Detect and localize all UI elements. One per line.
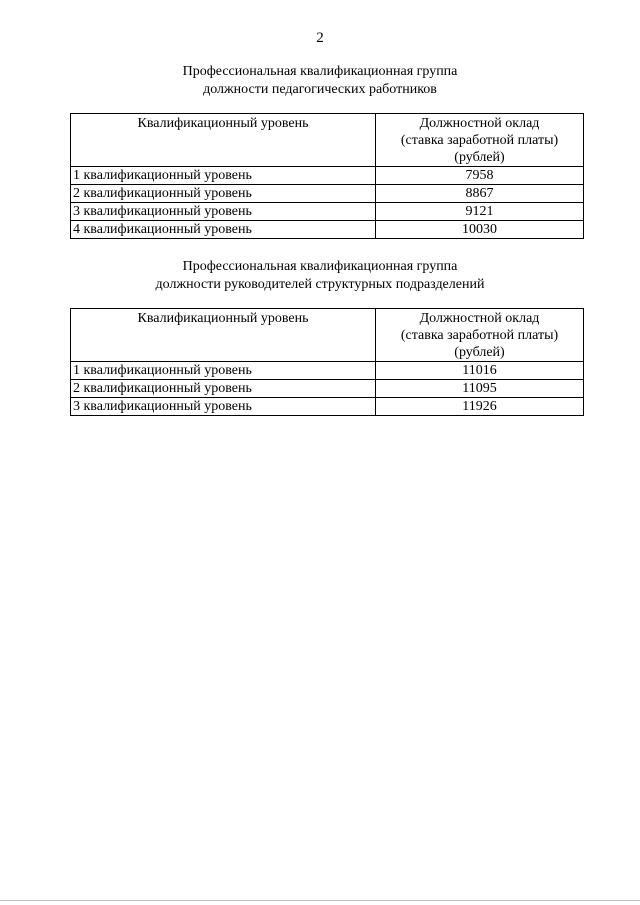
- salary-cell: 10030: [376, 221, 584, 239]
- column-header-salary-line: (ставка заработной платы): [400, 133, 559, 148]
- group-title-line: должности руководителей структурных подразделений: [155, 277, 485, 292]
- table-row: [71, 380, 584, 398]
- column-header-salary-line: (рублей): [454, 345, 505, 360]
- level-cell: 3 квалификационный уровень: [71, 203, 376, 221]
- salary-table-heads-of-departments: [70, 308, 584, 416]
- level-cell: 2 квалификационный уровень: [71, 185, 376, 203]
- group-title-line: Профессиональная квалификационная группа: [182, 259, 458, 274]
- salary-cell: 9121: [376, 203, 584, 221]
- page-bottom-edge: [0, 900, 640, 901]
- table-row: [71, 362, 584, 380]
- column-header-level: Квалификационный уровень: [71, 114, 376, 167]
- column-header-salary-line: Должностной оклад: [419, 116, 540, 131]
- column-header-salary-line: (ставка заработной платы): [400, 328, 559, 343]
- column-header-level: Квалификационный уровень: [71, 309, 376, 362]
- column-header-salary-line: Должностной оклад: [419, 311, 540, 326]
- table-row: [71, 203, 584, 221]
- column-header-salary-line: (рублей): [454, 150, 505, 165]
- column-header-salary: [376, 309, 584, 362]
- table-header-row: [71, 114, 584, 167]
- group-title-pedagogical: [0, 63, 640, 99]
- table-row: [71, 221, 584, 239]
- table-header-row: [71, 309, 584, 362]
- table-row: [71, 185, 584, 203]
- salary-cell: 11016: [376, 362, 584, 380]
- salary-cell: 11095: [376, 380, 584, 398]
- table-row: [71, 167, 584, 185]
- level-cell: 1 квалификационный уровень: [71, 362, 376, 380]
- salary-cell: 8867: [376, 185, 584, 203]
- group-title-heads-of-departments: [0, 258, 640, 294]
- salary-cell: 7958: [376, 167, 584, 185]
- salary-table-pedagogical: [70, 113, 584, 239]
- group-title-line: Профессиональная квалификационная группа: [182, 64, 458, 79]
- level-cell: 1 квалификационный уровень: [71, 167, 376, 185]
- group-title-line: должности педагогических работников: [203, 82, 437, 97]
- level-cell: 4 квалификационный уровень: [71, 221, 376, 239]
- table-row: [71, 398, 584, 416]
- salary-cell: 11926: [376, 398, 584, 416]
- level-cell: 3 квалификационный уровень: [71, 398, 376, 416]
- page-number: 2: [316, 30, 324, 46]
- level-cell: 2 квалификационный уровень: [71, 380, 376, 398]
- column-header-salary: [376, 114, 584, 167]
